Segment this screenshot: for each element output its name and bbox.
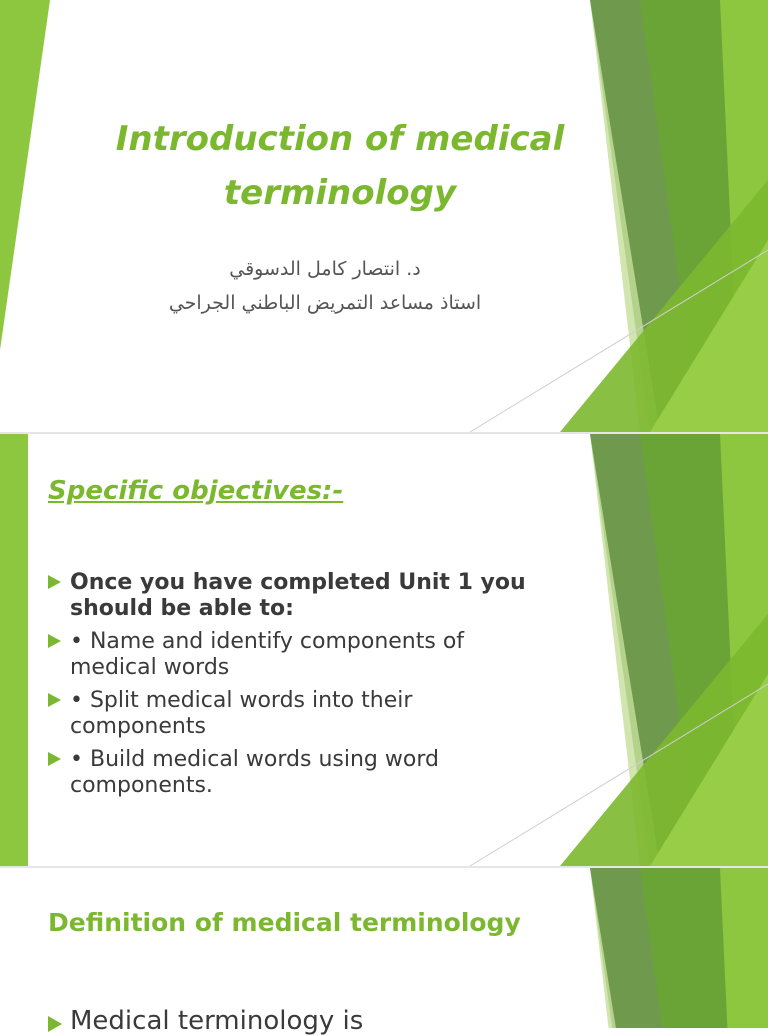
objectives-list bbox=[48, 570, 548, 806]
list-item: • Build medical words using word components. bbox=[48, 747, 548, 799]
list-item: • Name and identify components of medical words bbox=[48, 629, 548, 681]
arrow-bullet-icon bbox=[48, 693, 61, 707]
arrow-bullet-icon bbox=[48, 575, 61, 589]
slide-title-text: Introduction of medical terminology bbox=[115, 119, 565, 213]
arrow-bullet-icon bbox=[48, 1016, 62, 1032]
objectives-heading: Specific objectives:- bbox=[48, 476, 344, 506]
definition-body: Medical terminology is bbox=[48, 1006, 363, 1036]
author-name: د. انتصار كامل الدسوقي bbox=[229, 258, 421, 280]
definition-heading: Definition of medical terminology bbox=[48, 908, 521, 937]
arrow-bullet-icon bbox=[48, 634, 61, 648]
arrow-bullet-icon bbox=[48, 752, 61, 766]
green-decoration bbox=[0, 868, 768, 1028]
list-item: Once you have completed Unit 1 you should be able to: bbox=[48, 570, 548, 622]
author-position: استاذ مساعد التمريض الباطني الجراحي bbox=[168, 292, 482, 314]
list-item: • Split medical words into their components bbox=[48, 688, 548, 740]
slide-title bbox=[0, 0, 768, 432]
slide-definition bbox=[0, 868, 768, 1028]
